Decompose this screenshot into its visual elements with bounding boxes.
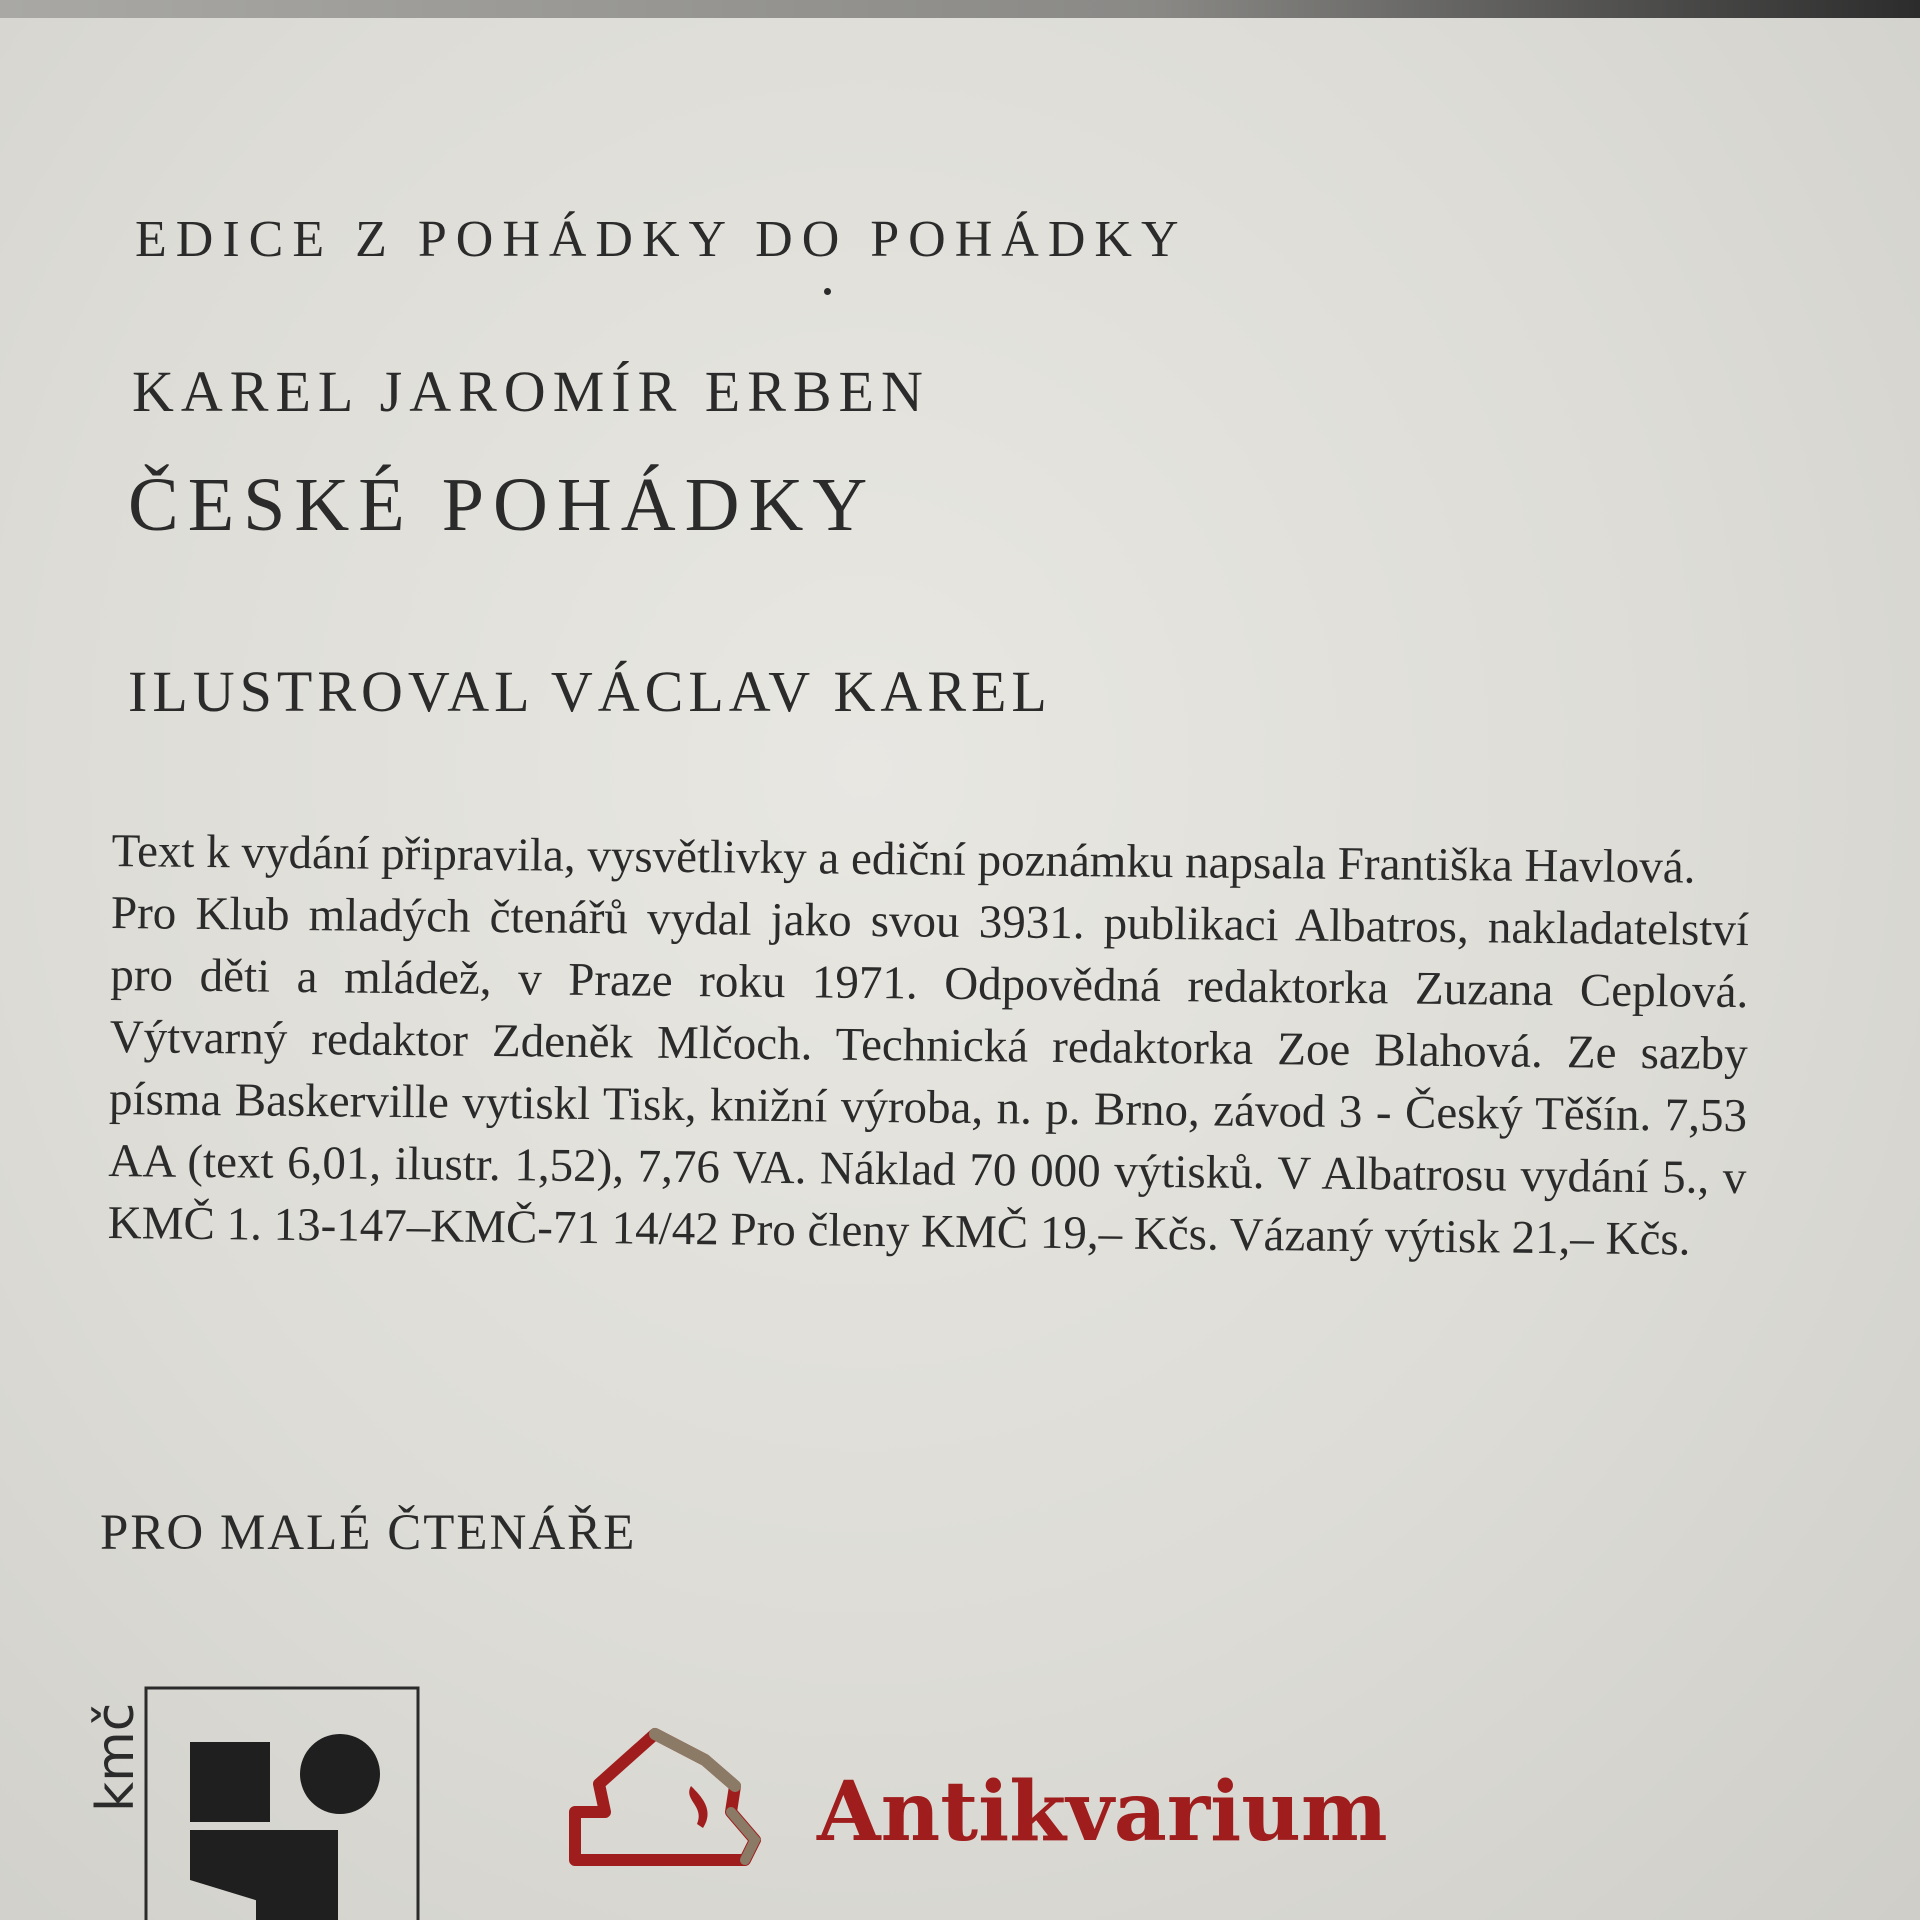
book-title: ČESKÉ POHÁDKY — [128, 463, 877, 547]
kmc-label-text: kmč — [86, 1702, 146, 1812]
colophon-editor-note: Text k vydání připravila, vysvětlivky a ediční poznámku napsala Františka Havlová. — [111, 824, 1696, 894]
audience-label: PRO MALÉ ČTENÁŘE — [100, 1505, 637, 1561]
colophon-publication-details: Pro Klub mladých čtenářů vydal jako svou 3931. publikaci Albatros, nakladatelství pro děti a mládež, v Praze roku 1971. Odpovědná redaktorka Zuzana Ceplová. Výtvarný redaktor Zdeněk Mlčoch. Technická redaktorka Zoe Blahová. Ze sazby písma Baskerville vytiskl Tisk, knižní výroba, n. p. Brno, závod 3 - Český Těšín. 7,53 AA (text 6,01, ilustr. 1,52), 7,76 VA. Náklad 70 000 výtisků. V Albatrosu vydání 5., v KMČ 1. 13-147–KMČ-71 14/42 Pro členy KMČ 19,– Kčs. Vázaný výtisk 21,– Kčs. — [107, 886, 1750, 1266]
author-name: KAREL JAROMÍR ERBEN — [132, 359, 930, 424]
separator-dot — [824, 288, 831, 295]
colophon — [107, 820, 1749, 1271]
page-top-edge — [0, 0, 1920, 18]
kmc-publisher-logo-icon — [88, 1680, 428, 1920]
antikvarium-watermark — [555, 1720, 1388, 1880]
antikvarium-house-logo-icon — [555, 1720, 785, 1880]
antikvarium-logo-text: Antikvarium — [817, 1764, 1388, 1860]
illustrator-credit: ILUSTROVAL VÁCLAV KAREL — [128, 659, 1052, 724]
series-name: EDICE Z POHÁDKY DO POHÁDKY — [135, 211, 1188, 268]
